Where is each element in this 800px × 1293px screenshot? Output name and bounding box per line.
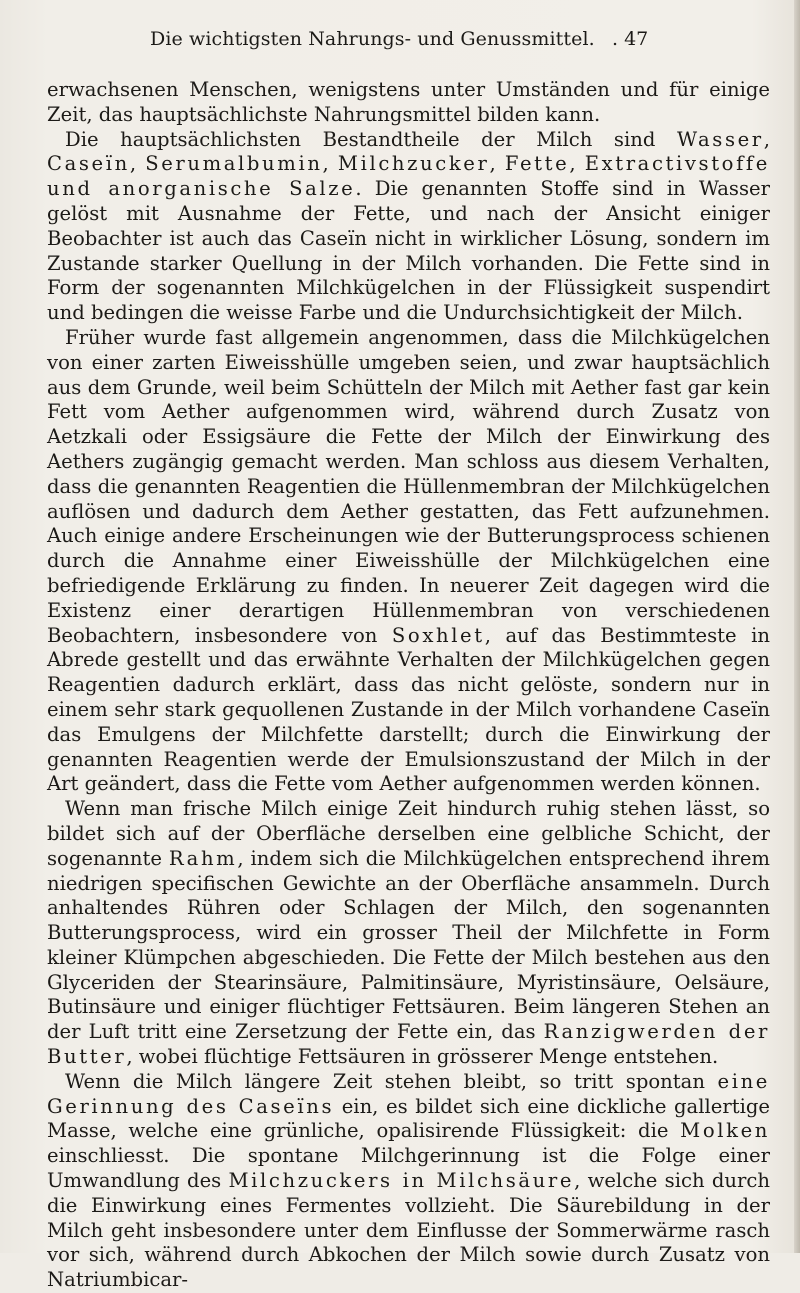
- emphasized-text: Milchzucker: [337, 152, 490, 176]
- page-edge-shadow: [794, 0, 800, 1253]
- text-run: Früher wurde fast allgemein angenommen, dass die Milchkügelchen von einer zarten Eiweisshülle umgeben seien, und zwar hauptsächlich aus dem Grunde, weil beim Schütteln der Milch mit Aether fast gar kein Fett vom Aether aufgenommen wird, während durch Zusatz von Aetzkali oder Essigsäure die Fette der Milch der Einwirkung des Aethers zugängig gemacht werden. Man schloss aus diesem Verhalten, dass die genannten Reagentien die Hüllenmembran der Milchkügelchen auflösen und dadurch dem Aether gestatten, das Fett aufzunehmen. Auch einige andere Erscheinungen wie der Butterungsprocess schienen durch die Annahme einer Eiweisshülle der Milchkügelchen eine befriedigende Erklärung zu finden. In neuerer Zeit dagegen wird die Existenz einer derartigen Hüllenmembran von verschiedenen Beobachtern, insbesondere von: [47, 325, 770, 647]
- paragraph: [47, 1070, 770, 1293]
- paragraph: [47, 78, 770, 128]
- running-title: Die wichtigsten Nahrungs- und Genussmittel.: [150, 28, 595, 50]
- page-number: . 47: [612, 28, 649, 50]
- text-run: erwachsenen Menschen, wenigstens unter Umständen und für einige Zeit, das hauptsächlichste Nahrungsmittel bilden kann.: [47, 78, 770, 126]
- emphasized-text: Serumalbumin: [145, 152, 323, 176]
- text-run: ein, es bildet sich eine dickliche gallertige Masse, welche eine grünliche, opalisirende Flüssigkeit: die: [47, 1094, 770, 1143]
- text-run: , welche sich durch die Einwirkung eines Fermentes vollzieht. Die Säurebildung in der Milch geht insbesondere unter dem Einflusse der Sommerwärme rasch vor sich, während durch Abkochen der Milch sowie durch Zusatz von Natriumbicar-: [47, 1169, 770, 1292]
- emphasized-text: Extractivstoffe und anorganische Salze: [47, 152, 770, 201]
- emphasized-text: eine Gerinnung des Caseïns: [47, 1069, 770, 1118]
- paragraph: [47, 128, 770, 326]
- emphasized-text: Rahm: [168, 846, 238, 870]
- emphasized-text: Soxhlet: [391, 623, 485, 647]
- text-run: Wenn man frische Milch einige Zeit hindurch ruhig stehen lässt, so bildet sich auf der Oberfläche derselben eine gelbliche Schicht, der sogenannte: [47, 797, 770, 870]
- paragraph: [47, 797, 770, 1070]
- page-header: [0, 28, 800, 58]
- text-run: ,: [129, 152, 146, 176]
- emphasized-text: Fette: [504, 152, 570, 176]
- text-run: , wobei flüchtige Fettsäuren in grösserer Menge entstehen.: [126, 1045, 719, 1069]
- text-run: . Die genannten Stoffe sind in Wasser gelöst mit Ausnahme der Fette, und nach der Ansicht einiger Beobachter ist auch das Caseïn nicht in wirklicher Lösung, sondern im Zustande starker Quellung in der Milch vorhanden. Die Fette sind in Form der sogenannten Milchkügelchen in der Flüssigkeit suspendirt und bedingen die weisse Farbe und die Undurchsichtigkeit der Milch.: [47, 177, 771, 325]
- paragraph: [47, 326, 770, 797]
- text-run: , indem sich die Milchkügelchen entsprechend ihrem niedrigen specifischen Gewichte an der Oberfläche ansammeln. Durch anhaltendes Rühren oder Schlagen der Milch, den sogenannten Butterungsprocess, wird ein grosser Theil der Milchfette in Form kleiner Klümpchen abgeschieden. Die Fette der Milch bestehen aus den Glyceriden der Stearinsäure, Palmitinsäure, Myristinsäure, Oelsäure, Butinsäure und einiger flüchtiger Fettsäuren. Beim längeren Stehen an der Luft tritt eine Zersetzung der Fette ein, das: [47, 846, 771, 1044]
- text-run: , auf das Bestimmteste in Abrede gestellt und das erwähnte Verhalten der Milchkügelchen gegen Reagentien dadurch erklärt, dass das nicht gelöste, sondern nur in einem sehr stark gequollenen Zustande in der Milch vorhandene Caseïn das Emulgens der Milchfette darstellt; durch die Einwirkung der genannten Reagentien werde der Emulsionszustand der Milch in der Art geändert, dass die Fette vom Aether aufgenommen werden können.: [47, 623, 770, 796]
- emphasized-text: Molken: [680, 1119, 770, 1143]
- text-run: ,: [763, 127, 770, 151]
- text-run: einschliesst. Die spontane Milchgerinnung ist die Folge einer Umwandlung des: [47, 1144, 770, 1193]
- emphasized-text: Milchzuckers in Milchsäure: [228, 1169, 575, 1193]
- emphasized-text: Ranzigwerden der Butter: [47, 1020, 770, 1069]
- text-run: Die hauptsächlichsten Bestandtheile der Milch sind: [65, 127, 677, 151]
- emphasized-text: Caseïn: [47, 152, 130, 176]
- text-run: ,: [569, 152, 585, 176]
- text-run: ,: [489, 152, 505, 176]
- emphasized-text: Wasser: [676, 127, 764, 151]
- body-text: [47, 78, 770, 1293]
- text-run: Wenn die Milch längere Zeit stehen bleibt, so tritt spontan: [65, 1069, 718, 1093]
- text-run: ,: [322, 152, 338, 176]
